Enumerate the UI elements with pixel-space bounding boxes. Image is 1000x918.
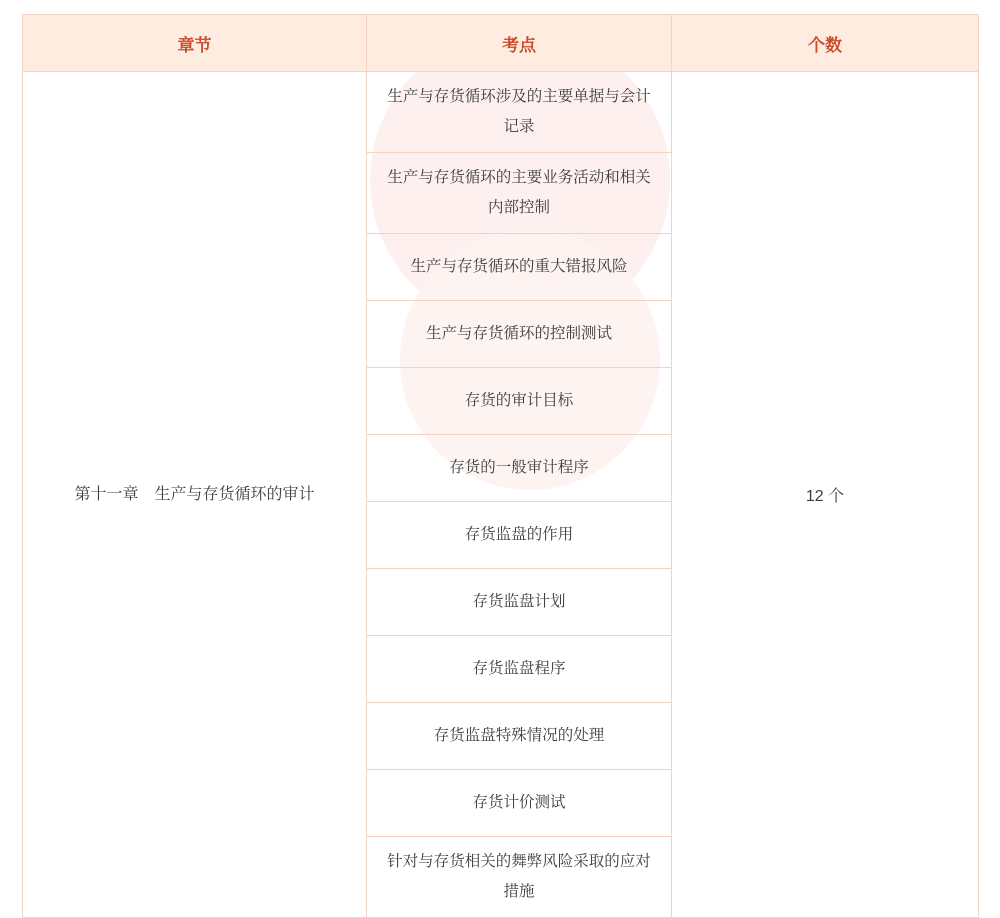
point-cell: 存货监盘程序 [367,636,672,703]
chapter-cell: 第十一章 生产与存货循环的审计 [23,72,367,918]
point-cell: 存货监盘的作用 [367,502,672,569]
table-row [23,72,979,153]
point-cell: 存货的一般审计程序 [367,435,672,502]
point-cell: 生产与存货循环的主要业务活动和相关内部控制 [367,153,672,234]
column-header-count: 个数 [672,15,979,72]
column-header-point: 考点 [367,15,672,72]
point-cell: 生产与存货循环涉及的主要单据与会计记录 [367,72,672,153]
point-cell: 存货的审计目标 [367,368,672,435]
column-header-chapter: 章节 [23,15,367,72]
table-header [23,15,979,72]
point-cell: 存货监盘特殊情况的处理 [367,703,672,770]
point-cell: 生产与存货循环的控制测试 [367,301,672,368]
count-cell: 12 个 [672,72,979,918]
table-body [23,72,979,918]
point-cell: 生产与存货循环的重大错报风险 [367,234,672,301]
table-header-row [23,15,979,72]
point-cell: 存货监盘计划 [367,569,672,636]
point-cell: 存货计价测试 [367,770,672,837]
exam-points-table [22,14,979,918]
point-cell: 针对与存货相关的舞弊风险采取的应对措施 [367,837,672,918]
